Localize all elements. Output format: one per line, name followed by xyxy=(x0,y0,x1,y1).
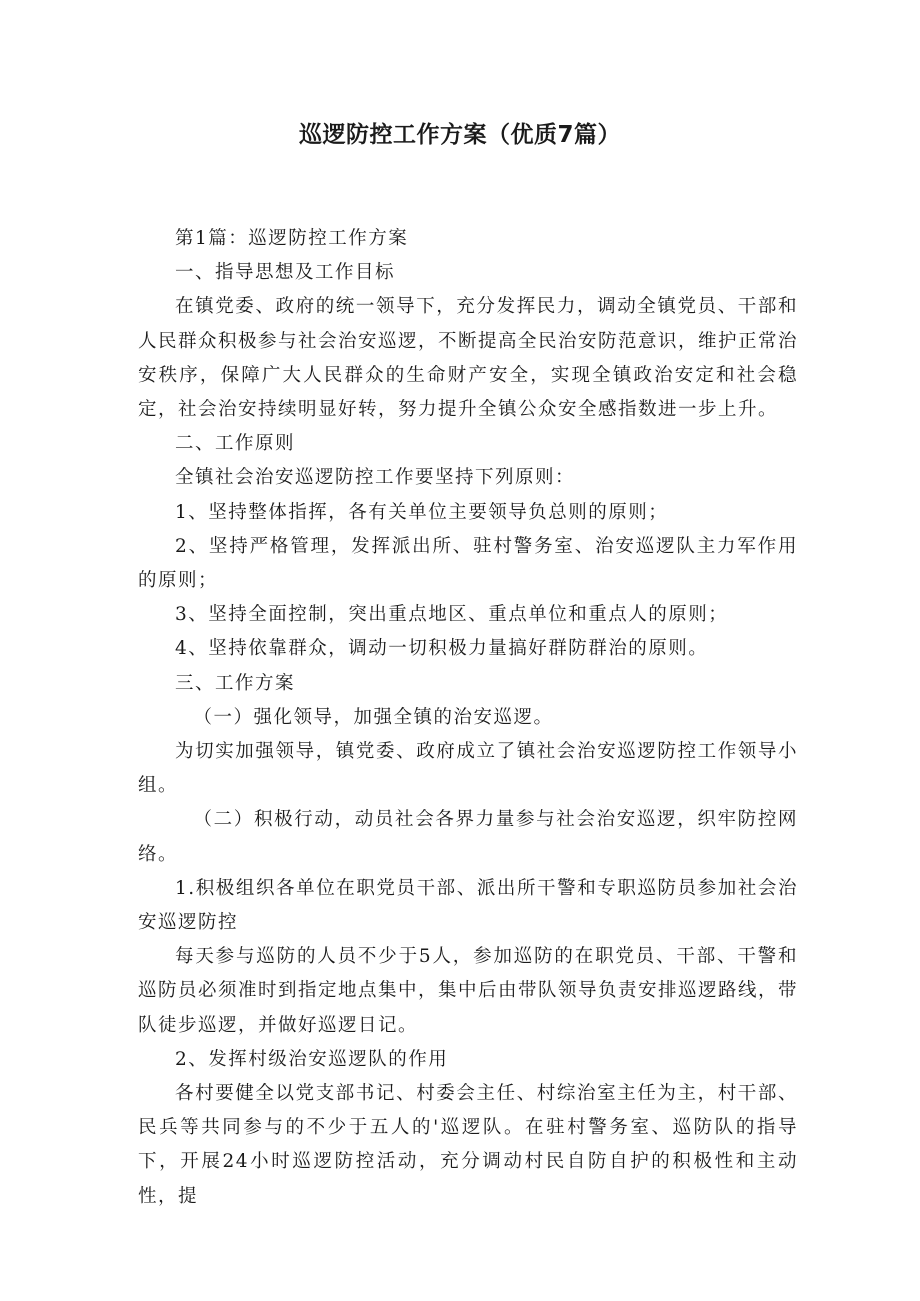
paragraph-village-patrol: 各村要健全以党支部书记、村委会主任、村综治室主任为主，村干部、民兵等共同参与的不少于五人的'巡逻队。在驻村警务室、巡防队的指导下，开展24小时巡逻防控活动，充分调动村民自防自护的积极性和主动性，提 xyxy=(138,1083,798,1207)
item-heading-1: 1.积极组织各单位在职党员干部、派出所干警和专职巡防员参加社会治安巡逻防控 xyxy=(138,877,798,934)
paragraph-leadership-group: 为切实加强领导，镇党委、政府成立了镇社会治安巡逻防控工作领导小组。 xyxy=(138,741,798,797)
section-heading-guiding-ideology: 一、指导思想及工作目标 xyxy=(175,262,396,284)
paragraph-guiding-ideology: 在镇党委、政府的统一领导下，充分发挥民力，调动全镇党员、干部和人民群众积极参与社会治安巡逻，不断提高全民治安防范意识，维护正常治安秩序，保障广大人民群众的生命财产安全，实现全镇政治安定和社会稳定，社会治安持续明显好转，努力提升全镇公众安全感指数进一步上升。 xyxy=(138,296,799,421)
principle-item-2: 2、坚持严格管理，发挥派出所、驻村警务室、治安巡逻队主力军作用的原则； xyxy=(138,535,798,592)
subsection-heading-1: （一）强化领导，加强全镇的治安巡逻。 xyxy=(193,706,554,728)
document-body xyxy=(138,222,798,1214)
document-title: 巡逻防控工作方案（优质7篇） xyxy=(298,122,621,148)
section-heading-work-principles: 二、工作原则 xyxy=(175,433,296,455)
paragraph-daily-patrol: 每天参与巡防的人员不少于5人，参加巡防的在职党员、干部、干警和巡防员必须准时到指定地点集中，集中后由带队领导负责安排巡逻路线，带队徒步巡逻，并做好巡逻日记。 xyxy=(138,946,799,1036)
section-heading-work-plan: 三、工作方案 xyxy=(175,672,296,694)
paragraph-principles-intro: 全镇社会治安巡逻防控工作要坚持下列原则： xyxy=(175,467,576,489)
principle-item-1: 1、坚持整体指挥，各有关单位主要领导负总则的原则； xyxy=(175,501,669,523)
subsection-heading-2: （二）积极行动，动员社会各界力量参与社会治安巡逻，织牢防控网络。 xyxy=(138,809,798,865)
principle-item-3: 3、坚持全面控制，突出重点地区、重点单位和重点人的原则； xyxy=(175,604,729,626)
principle-item-4: 4、坚持依靠群众，调动一切积极力量搞好群防群治的原则。 xyxy=(175,638,709,660)
item-heading-2: 2、发挥村级治安巡逻队的作用 xyxy=(175,1048,449,1070)
section-heading-part-1: 第1篇：巡逻防控工作方案 xyxy=(175,228,409,249)
